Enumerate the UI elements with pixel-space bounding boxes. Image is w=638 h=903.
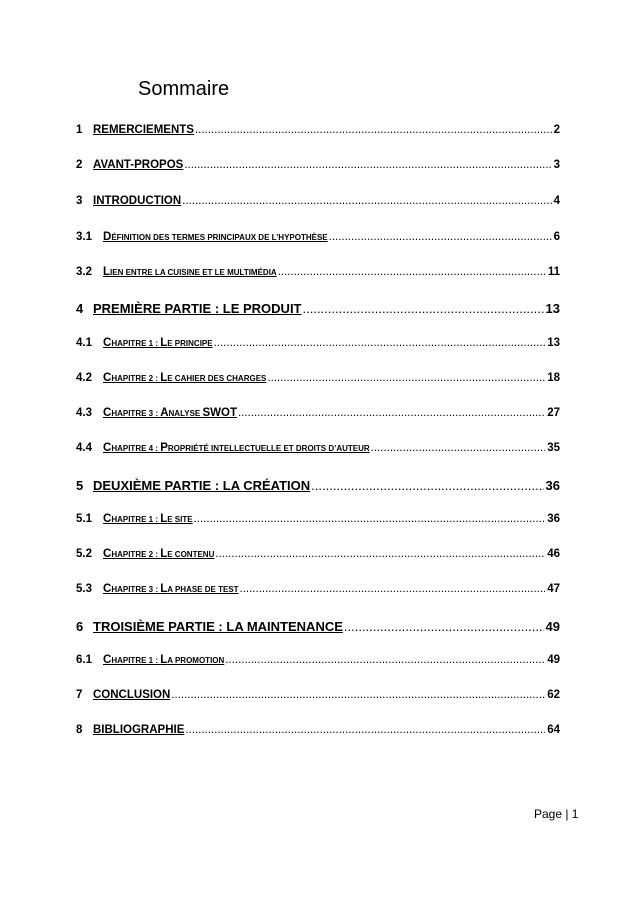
toc-entry-definition[interactable] (76, 231, 560, 243)
toc-entry-chapitre-3-swot[interactable] (76, 407, 560, 419)
toc-page-number: 13 (547, 337, 560, 349)
toc-label: PREMIÈRE PARTIE : LE PRODUIT (93, 301, 302, 316)
toc-number: 5.3 (76, 583, 92, 595)
toc-number: 8 (76, 724, 83, 736)
toc-leader (215, 548, 545, 560)
toc-entry-conclusion[interactable] (76, 689, 560, 701)
toc-number: 3.2 (76, 266, 92, 278)
toc-entry-lien-cuisine[interactable] (76, 266, 560, 278)
toc-number: 4.1 (76, 337, 92, 349)
toc-leader (195, 124, 552, 136)
toc-page-number: 6 (553, 231, 560, 243)
toc-leader (214, 337, 546, 349)
toc-entry-chapitre-4-propriete[interactable] (76, 442, 560, 454)
toc-number: 4.2 (76, 372, 92, 384)
toc-entry-bibliographie[interactable] (76, 724, 560, 736)
toc-page-number: 62 (547, 689, 560, 701)
toc-label: CHAPITRE 1 : LE SITE (103, 513, 193, 525)
toc-number: 7 (76, 689, 83, 701)
page-footer: Page | 1 (534, 807, 579, 821)
toc-number: 3.1 (76, 231, 92, 243)
toc-page-number: 47 (547, 583, 560, 595)
toc-number: 3 (76, 195, 83, 207)
toc-page-number: 36 (545, 478, 560, 493)
toc-entry-chapitre-1-principe[interactable] (76, 337, 560, 349)
toc-leader (171, 689, 545, 701)
toc-label: CHAPITRE 1 : LA PROMOTION (103, 654, 225, 666)
toc-number: 4.4 (76, 442, 92, 454)
toc-label: CHAPITRE 3 : LA PHASE DE TEST (103, 583, 239, 595)
toc-leader (182, 195, 551, 207)
toc-label: CHAPITRE 4 : PROPRIÉTÉ INTELLECTUELLE ET DROITS D’AUTEUR (103, 442, 370, 454)
toc-entry-remerciements[interactable] (76, 124, 560, 136)
toc-page-number: 13 (545, 301, 560, 316)
toc-page-number: 49 (545, 619, 560, 634)
toc-entry-chapitre-1-promotion[interactable] (76, 654, 560, 666)
toc-page-number: 64 (547, 724, 560, 736)
toc-leader (371, 442, 546, 454)
toc-number: 5 (76, 478, 84, 493)
toc-entry-introduction[interactable] (76, 195, 560, 207)
toc-label: CHAPITRE 2 : LE CAHIER DES CHARGES (103, 372, 267, 384)
toc-number: 6.1 (76, 654, 92, 666)
toc-label: TROISIÈME PARTIE : LA MAINTENANCE (93, 619, 343, 634)
toc-number: 5.2 (76, 548, 92, 560)
toc-entry-avant-propos[interactable] (76, 159, 560, 171)
toc-number: 2 (76, 159, 83, 171)
toc-leader (303, 301, 544, 316)
toc-leader (184, 159, 551, 171)
toc-label: CHAPITRE 3 : ANALYSE SWOT (103, 407, 237, 419)
toc-leader (194, 513, 546, 525)
toc-label: REMERCIEMENTS (93, 124, 194, 136)
toc-label: BIBLIOGRAPHIE (93, 724, 185, 736)
toc-page-number: 46 (547, 548, 560, 560)
toc-entry-chapitre-1-site[interactable] (76, 513, 560, 525)
toc-number: 5.1 (76, 513, 92, 525)
toc-leader (267, 372, 545, 384)
toc-entry-troisieme-partie[interactable] (76, 619, 560, 634)
toc-leader (311, 478, 543, 493)
toc-entry-chapitre-3-test[interactable] (76, 583, 560, 595)
toc-number: 1 (76, 124, 83, 136)
toc-page-number: 11 (547, 266, 560, 278)
toc-page-number: 35 (547, 442, 560, 454)
toc-number: 6 (76, 619, 84, 634)
toc-label: AVANT-PROPOS (93, 159, 184, 171)
document-title: Sommaire (138, 78, 230, 100)
toc-leader (185, 724, 545, 736)
toc-number: 4.3 (76, 407, 92, 419)
toc-leader (344, 619, 544, 634)
toc-label: CHAPITRE 2 : LE CONTENU (103, 548, 215, 560)
toc-page-number: 4 (553, 195, 560, 207)
toc-entry-deuxieme-partie[interactable] (76, 478, 560, 493)
toc-label: CHAPITRE 1 : LE PRINCIPE (103, 337, 213, 349)
toc-leader (329, 231, 552, 243)
toc-label: DÉFINITION DES TERMES PRINCIPAUX DE L’HYPOTHÈSE (103, 231, 328, 243)
toc-page-number: 27 (547, 407, 560, 419)
toc-leader (238, 407, 545, 419)
toc-leader (278, 266, 546, 278)
toc-leader (240, 583, 546, 595)
toc-page-number: 49 (547, 654, 560, 666)
toc-label: LIEN ENTRE LA CUISINE ET LE MULTIMÉDIA (103, 266, 277, 278)
toc-page-number: 18 (547, 372, 560, 384)
toc-page-number: 3 (553, 159, 560, 171)
toc-entry-premiere-partie[interactable] (76, 301, 560, 316)
toc-entry-chapitre-2-contenu[interactable] (76, 548, 560, 560)
toc-page-number: 36 (547, 513, 560, 525)
toc-label: INTRODUCTION (93, 195, 182, 207)
toc-label: CONCLUSION (93, 689, 171, 701)
toc-number: 4 (76, 301, 84, 316)
toc-page-number: 2 (553, 124, 560, 136)
toc-label: DEUXIÈME PARTIE : LA CRÉATION (93, 478, 311, 493)
toc-entry-chapitre-2-cahier[interactable] (76, 372, 560, 384)
toc-leader (225, 654, 545, 666)
